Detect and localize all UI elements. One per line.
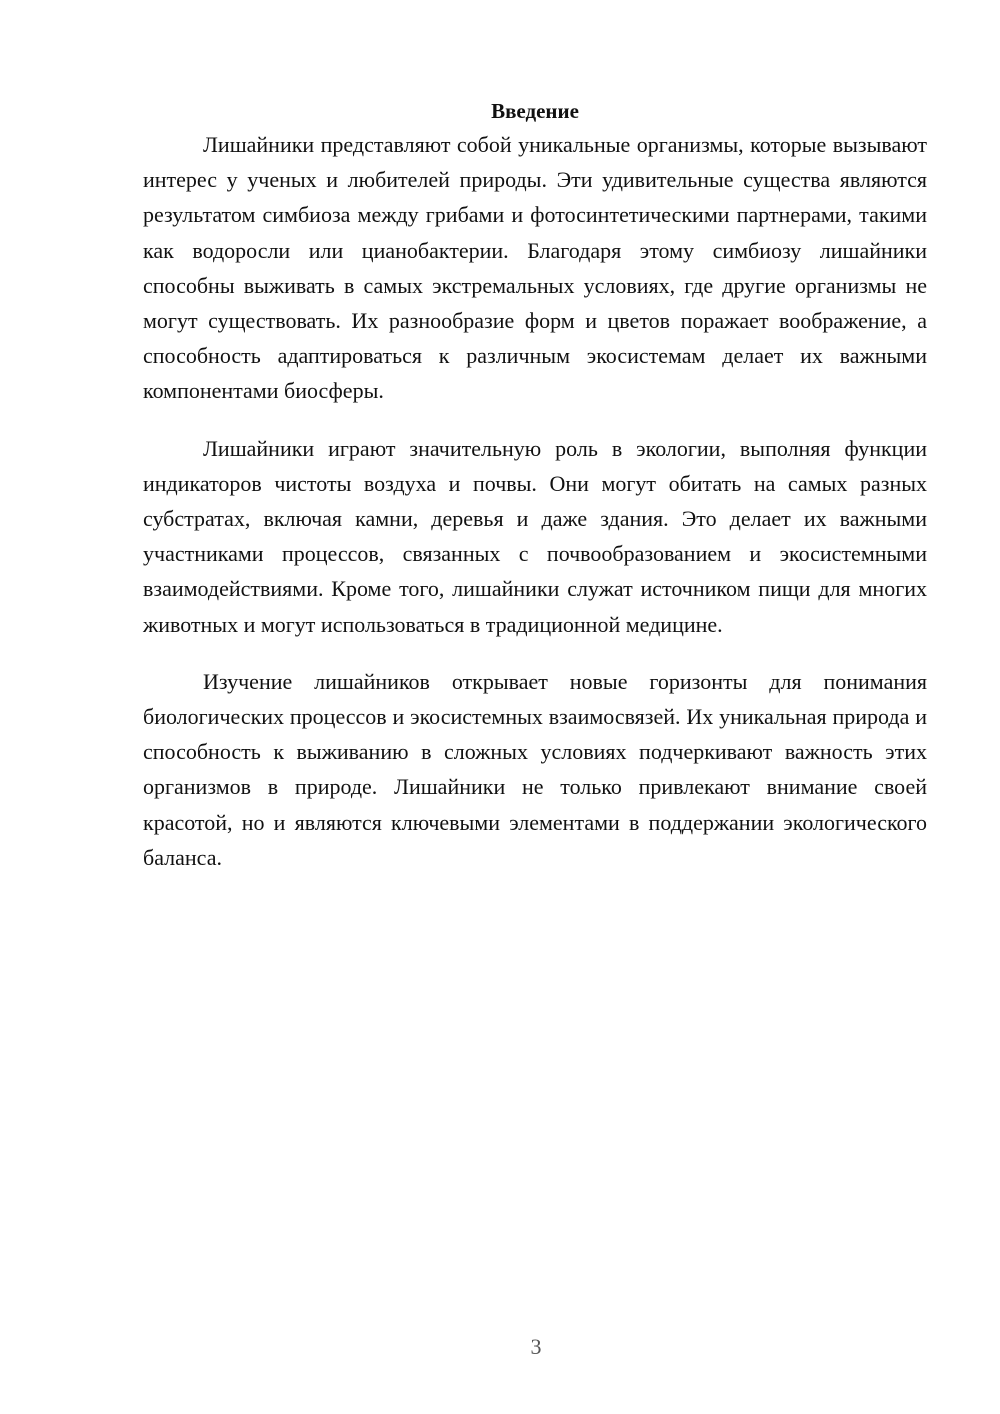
section-heading: Введение <box>491 99 579 123</box>
page-content <box>143 96 927 897</box>
paragraph: Изучение лишайников открывает новые горизонты для понимания биологических процессов и экосистемных взаимосвязей. Их уникальная природа и способность к выживанию в сложных условиях подчеркивают важность этих организмов в природе. Лишайники не только привлекают внимание своей красотой, но и являются ключевыми элементами в поддержании экологического баланса. <box>143 668 927 870</box>
page-number: 3 <box>530 1334 542 1359</box>
paragraph: Лишайники играют значительную роль в экологии, выполняя функции индикаторов чистоты воздуха и почвы. Они могут обитать на самых разных субстратах, включая камни, деревья и даже здания. Это делает их важными участниками процессов, связанных с почвообразованием и экосистемными взаимодействиями. Кроме того, лишайники служат источником пищи для многих животных и могут использоваться в традиционной медицине. <box>143 435 927 637</box>
paragraph: Лишайники представляют собой уникальные организмы, которые вызывают интерес у ученых и любителей природы. Эти удивительные существа являются результатом симбиоза между грибами и фотосинтетическими партнерами, такими как водоросли или цианобактерии. Благодаря этому симбиозу лишайники способны выживать в самых экстремальных условиях, где другие организмы не могут существовать. Их разнообразие форм и цветов поражает воображение, а способность адаптироваться к различным экосистемам делает их важными компонентами биосферы. <box>143 132 927 404</box>
